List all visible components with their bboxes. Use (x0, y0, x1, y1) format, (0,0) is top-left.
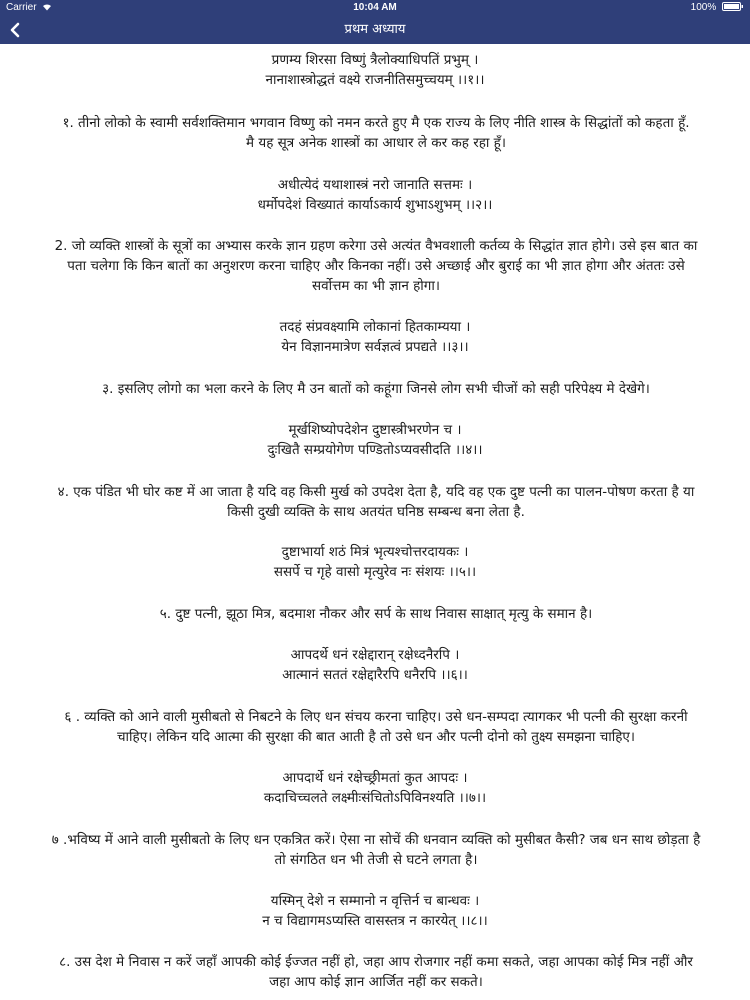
status-time: 10:04 AM (353, 2, 397, 13)
verse-2 (0, 175, 750, 215)
translation-line: पता चलेगा कि किन बातों का अनुशरण करना चाहिए और किनका नहीं। उसे अच्छाई और बुराई का भी ज्ञात होगा और अंततः उसे (67, 258, 685, 274)
translation-line: ८. उस देश मे निवास न करें जहाँ आपकी कोई ईज्जत नहीं हो, जहा आप रोजगार नहीं कमा सकते, जहा आपका कोई मित्र नहीं और (59, 954, 693, 970)
verse-7 (0, 768, 750, 808)
translation-6 (6, 707, 746, 747)
verse-line: अधीत्येदं यथाशास्त्रं नरो जानाति सत्तमः । (277, 177, 473, 193)
verse-4 (0, 420, 750, 460)
translation-line: ७ .भविष्य में आने वाली मुसीबतो के लिए धन एकत्रित करें। ऐसा ना सोचें की धनवान व्यक्ति को मुसीबत कैसी? जब धन साथ छोड़ता है (51, 832, 701, 848)
translation-1 (6, 113, 746, 153)
verse-line: आपदर्थे धनं रक्षेद्दारान् रक्षेध्दनैरपि । (290, 647, 460, 663)
verse-line: दुष्टाभार्या शठं मित्रं भृत्यश्चोत्तरदायकः । (281, 544, 469, 560)
battery-icon (722, 2, 744, 11)
translation-line: किसी दुखी व्यक्ति के साथ अतयंत घनिष्ठ सम्बन्ध बना लेता है. (227, 504, 525, 520)
translation-line: चाहिए। लेकिन यदि आत्मा की सुरक्षा की बात आती है तो उसे धन और पत्नी दोनो को तुक्ष्य समझना चाहिए। (116, 729, 636, 745)
verse-line: धर्मोपदेशं विख्यातं कार्याऽकार्य शुभाऽशुभम् ।।२।। (257, 197, 493, 213)
verse-line: दुःखितै सम्प्रयोगेण पण्डितोऽप्यवसीदति ।।४।। (267, 442, 483, 458)
verse-line: आपदार्थे धनं रक्षेच्छ्रीमतां कुत आपदः । (282, 770, 468, 786)
verse-6 (0, 645, 750, 685)
verse-line: यस्मिन् देशे न सम्मानो न वृत्तिर्न च बान्धवः । (270, 893, 480, 909)
translation-8 (6, 952, 746, 992)
verse-line: आत्मानं सततं रक्षेद्दारैरपि धनैरपि ।।६।। (282, 667, 468, 683)
verse-line: नानाशास्त्रोद्धतं वक्ष्ये राजनीतिसमुच्चयम् ।।१।। (265, 72, 485, 88)
status-bar (0, 0, 750, 16)
verse-line: मूर्खशिष्योपदेशेन दुष्टास्त्रीभरणेन च । (288, 422, 462, 438)
chapter-text (0, 44, 750, 1000)
translation-line: ५. दुष्ट पत्नी, झूठा मित्र, बदमाश नौकर और सर्प के साथ निवास साक्षात् मृत्यु के समान है। (159, 606, 593, 622)
translation-line: जहा आप कोई ज्ञान आर्जित नहीं कर सकते। (269, 974, 483, 990)
verse-line: ससर्पे च गृहे वासो मृत्युरेव नः संशयः ।।५।। (273, 564, 477, 580)
translation-line: 2. जो व्यक्ति शास्त्रों के सूत्रों का अभ्यास करके ज्ञान ग्रहण करेगा उसे अत्यंत वैभवशाली कर्तव्य के सिद्धांत ज्ञात होगे। उसे इस बात का (54, 238, 698, 254)
battery-indicator (691, 0, 744, 16)
navigation-bar (0, 16, 750, 44)
verse-1 (0, 50, 750, 90)
verse-line: कदाचिच्चलते लक्ष्मीःसंचितोऽपिविनश्यति ।।७।। (263, 790, 487, 806)
translation-line: मै यह सूत्र अनेक शास्त्रों का आधार ले कर कह रहा हूँ। (246, 135, 506, 151)
translation-line: ३. इसलिए लोगो का भला करने के लिए मै उन बातों को कहूंगा जिनसे लोग सभी चीजों को सही परिपेक्ष्य मे देखेगे। (102, 381, 650, 397)
battery-percent: 100% (690, 2, 717, 13)
translation-line: १. तीनो लोको के स्वामी सर्वशक्तिमान भगवान विष्णु को नमन करते हुए मै एक राज्य के लिए नीति शास्त्र के सिद्धांतों को कहता हूँ. (62, 115, 690, 131)
verse-line: येन विज्ञानमात्रेण सर्वज्ञत्वं प्रपद्यते ।।३।। (281, 339, 469, 355)
translation-2 (6, 236, 746, 296)
verse-line: न च विद्यागमऽप्यस्ति वासस्तत्र न कारयेत् ।।८।। (262, 913, 488, 929)
carrier-label: Carrier (6, 2, 37, 13)
verse-3 (0, 317, 750, 357)
verse-8 (0, 891, 750, 931)
verse-line: प्रणम्य शिरसा विष्णुं त्रैलोक्याधिपतिं प्रभुम् । (271, 52, 479, 68)
translation-5 (6, 604, 746, 624)
translation-4 (6, 482, 746, 522)
verse-5 (0, 542, 750, 582)
translation-line: तो संगठित धन भी तेजी से घटने लगता है। (274, 852, 478, 868)
translation-7 (6, 830, 746, 870)
translation-3 (6, 379, 746, 399)
translation-line: ६ . व्यक्ति को आने वाली मुसीबतो से निबटने के लिए धन संचय करना चाहिए। उसे धन-सम्पदा त्यागकर भी पत्नी की सुरक्षा करनी (64, 709, 688, 725)
verse-line: तदहं संप्रवक्ष्यामि लोकानां हितकाम्यया । (279, 319, 471, 335)
translation-line: सर्वोत्तम का भी ज्ञान होगा। (311, 278, 441, 294)
translation-line: ४. एक पंडित भी घोर कष्ट में आ जाता है यदि वह किसी मुर्ख को उपदेश देता है, यदि वह एक दुष्ट पत्नी का पालन-पोषण करता है या (57, 484, 695, 500)
page-title: प्रथम अध्याय (344, 22, 406, 37)
